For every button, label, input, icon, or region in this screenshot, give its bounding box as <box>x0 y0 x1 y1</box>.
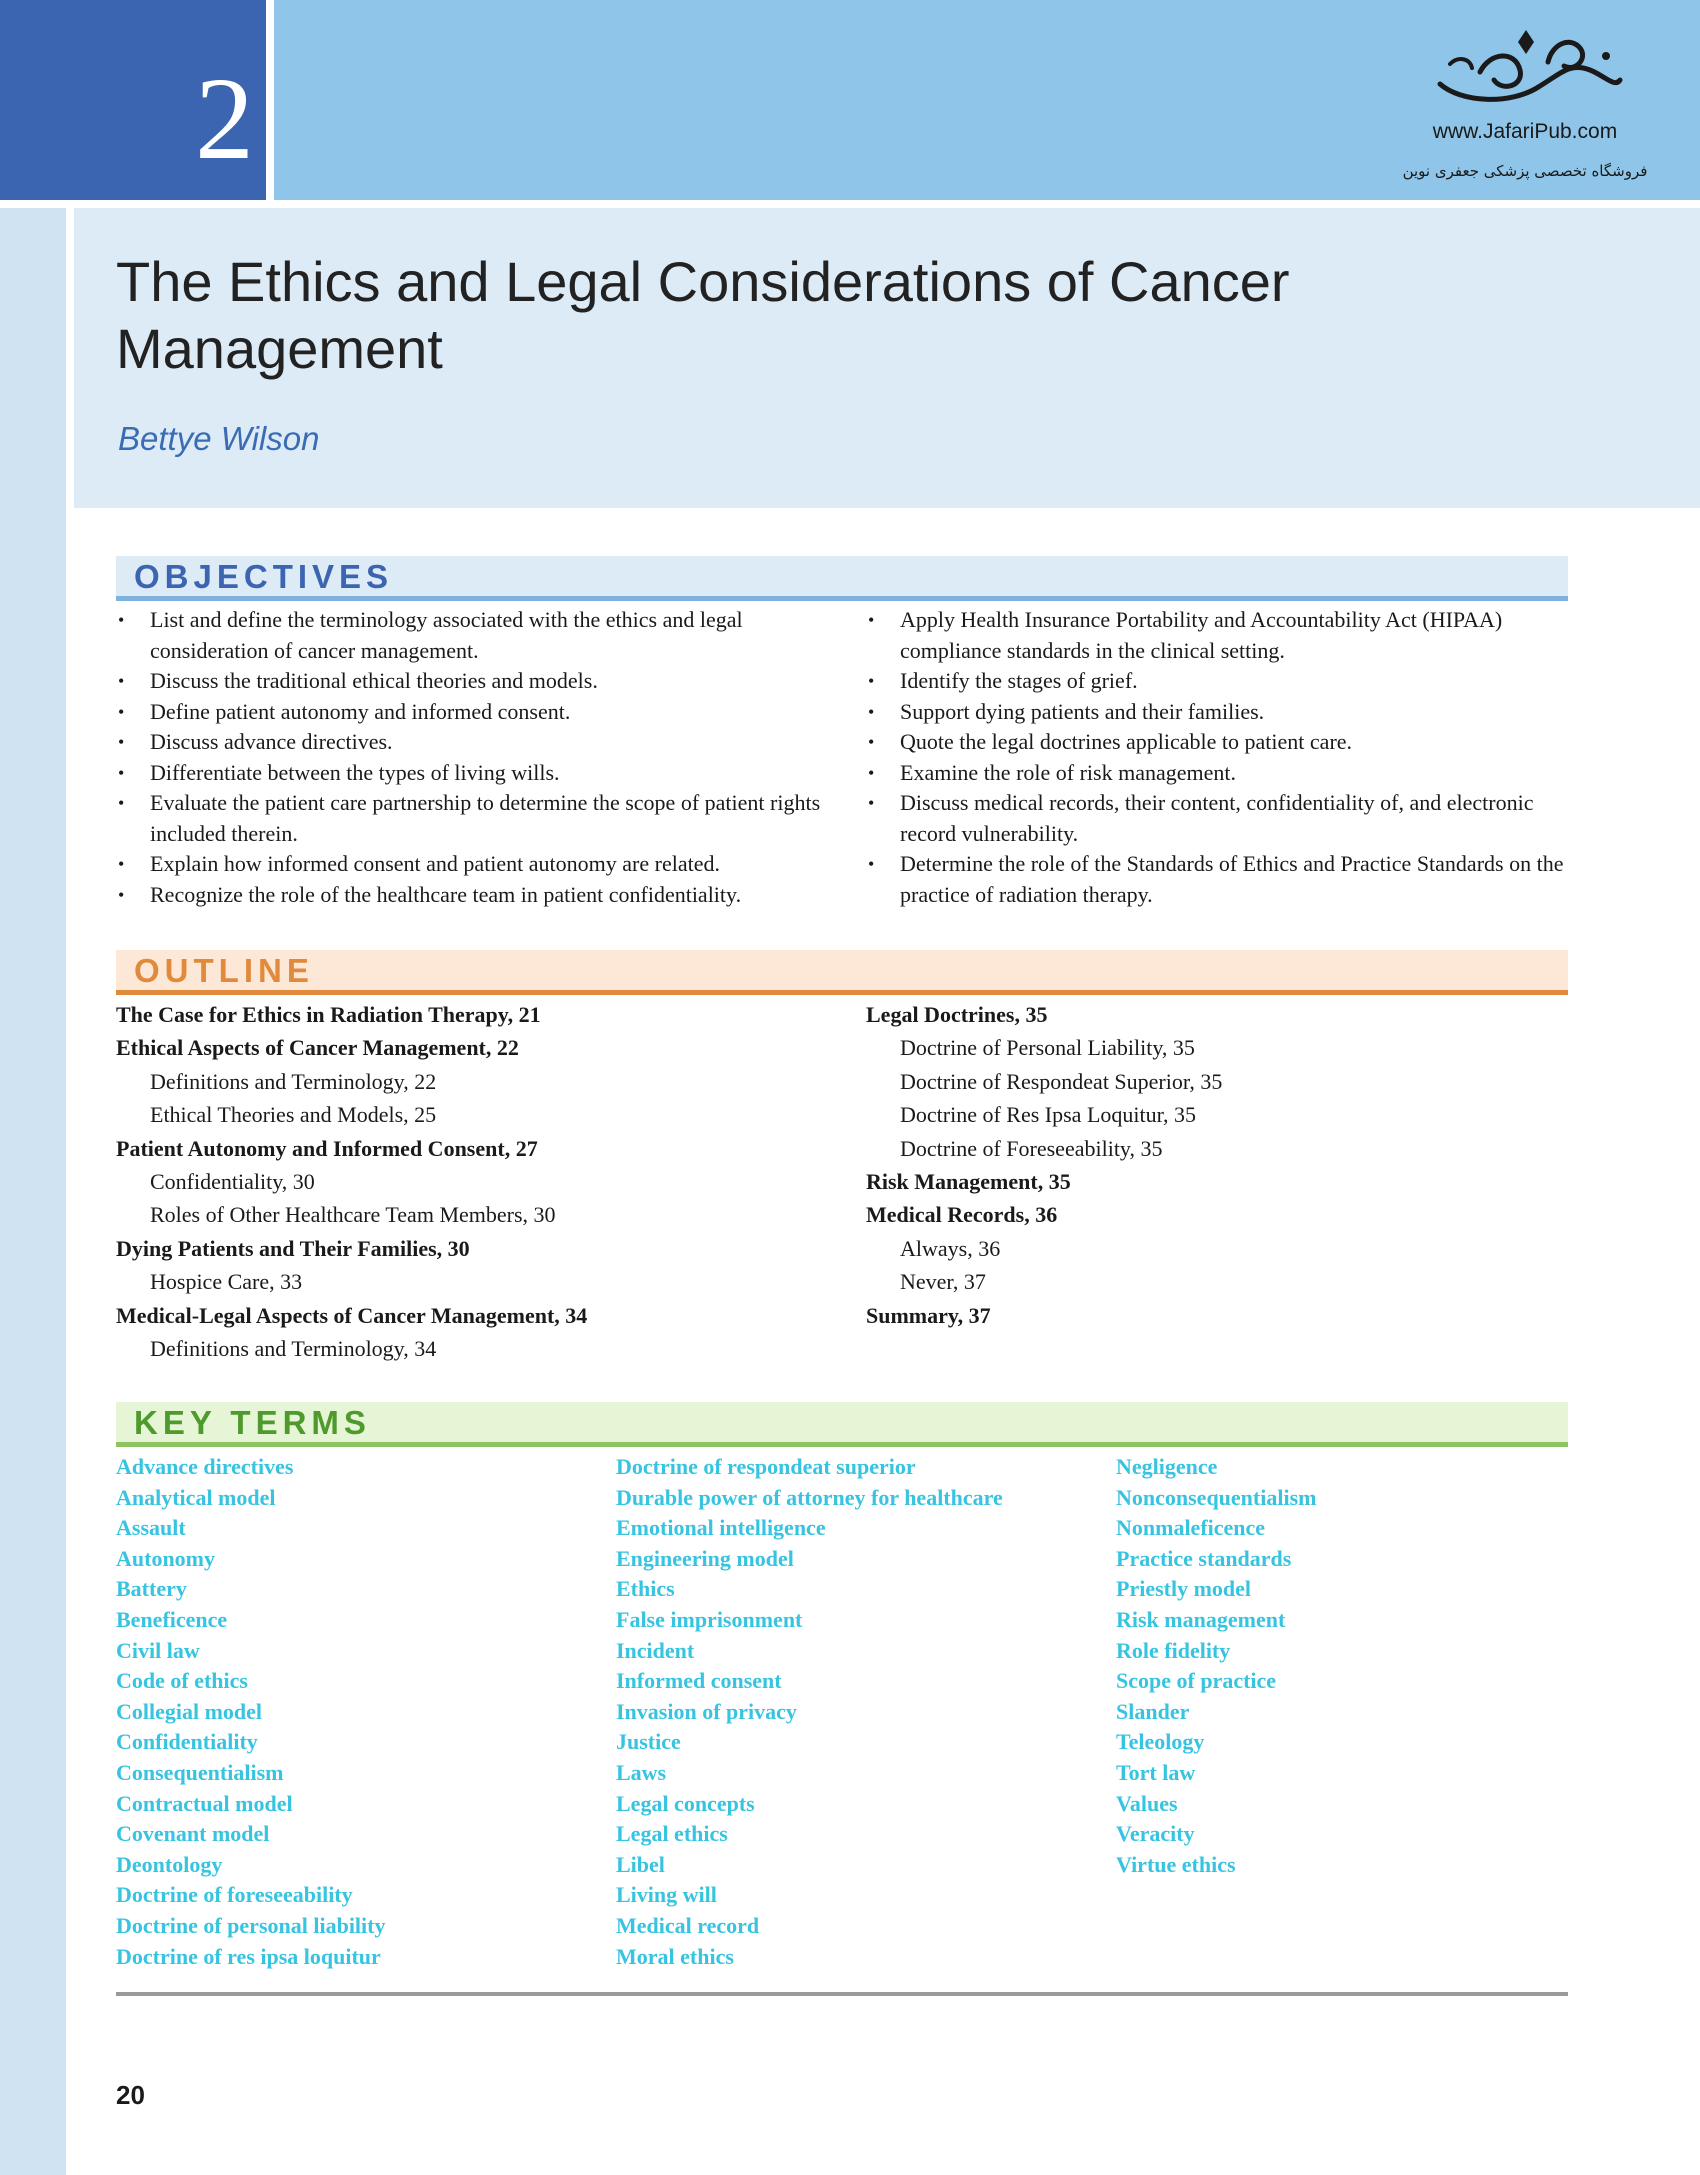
objectives-heading <box>116 556 1568 600</box>
key-term-link[interactable]: Advance directives <box>116 1454 294 1479</box>
objective-item: • Quote the legal doctrines applicable to patient care. <box>866 727 1566 758</box>
objectives-list-left <box>116 605 836 910</box>
key-terms-heading <box>116 1402 1568 1446</box>
outline-subsection: Doctrine of Respondeat Superior, 35 <box>900 1068 1223 1094</box>
outline-subsection: Definitions and Terminology, 22 <box>150 1068 437 1094</box>
outline-section: Legal Doctrines, 35 <box>866 1002 1048 1027</box>
key-term-link[interactable]: Slander <box>1116 1698 1190 1724</box>
key-term-link[interactable]: Invasion of privacy <box>616 1698 797 1724</box>
outline-section: The Case for Ethics in Radiation Therapy, 21 <box>116 1002 541 1027</box>
key-term-link[interactable]: Legal ethics <box>616 1821 728 1847</box>
objective-item: • Differentiate between the types of living wills. <box>116 758 836 789</box>
outline-section: Risk Management, 35 <box>866 1169 1071 1195</box>
key-term-link[interactable]: Collegial model <box>116 1698 263 1724</box>
outline-section: Ethical Aspects of Cancer Management, 22 <box>116 1035 519 1061</box>
objective-item: • Support dying patients and their families. <box>866 697 1566 728</box>
publisher-url[interactable]: www.JafariPub.com <box>1432 120 1618 143</box>
key-term-link[interactable]: Negligence <box>1116 1454 1218 1479</box>
chapter-author: Bettye Wilson <box>118 420 320 457</box>
objective-item: • Recognize the role of the healthcare team in patient confidentiality. <box>116 880 836 911</box>
outline-subsection: Hospice Care, 33 <box>150 1269 303 1295</box>
key-terms-column-1 <box>116 1452 596 1972</box>
outline-subsection: Never, 37 <box>900 1269 986 1295</box>
left-margin-strip <box>0 208 66 2175</box>
key-term-link[interactable]: Legal concepts <box>616 1790 755 1816</box>
outline-list-right <box>866 998 1566 1332</box>
objectives-label: OBJECTIVES <box>134 558 394 595</box>
key-term-link[interactable]: Tort law <box>1116 1759 1196 1785</box>
chapter-title: The Ethics and Legal Considerations of Cancer Management <box>116 250 1290 380</box>
key-term-link[interactable]: Autonomy <box>116 1545 216 1571</box>
key-terms-label: KEY TERMS <box>134 1404 371 1441</box>
key-term-link[interactable]: Doctrine of foreseeability <box>116 1882 353 1908</box>
chapter-number: 2 <box>195 53 254 184</box>
key-term-link[interactable]: Beneficence <box>116 1606 228 1632</box>
key-term-link[interactable]: Teleology <box>1116 1729 1205 1755</box>
objective-item: • Identify the stages of grief. <box>866 666 1566 697</box>
key-term-link[interactable]: Deontology <box>116 1851 223 1877</box>
key-term-link[interactable]: Scope of practice <box>1116 1668 1277 1694</box>
key-term-link[interactable]: Confidentiality <box>116 1729 258 1755</box>
key-term-link[interactable]: Contractual model <box>116 1790 293 1816</box>
publisher-logo-icon <box>1420 22 1630 122</box>
outline-section: Dying Patients and Their Families, 30 <box>116 1235 470 1261</box>
page-number: 20 <box>116 2080 145 2110</box>
key-term-link[interactable]: Battery <box>116 1576 187 1602</box>
key-term-link[interactable]: Analytical model <box>116 1484 276 1510</box>
chapter-divider <box>266 0 274 200</box>
objective-item: • Discuss medical records, their content, confidentiality of, and electronic record vulnerability. <box>866 788 1566 849</box>
objectives-rule <box>116 596 1568 601</box>
objective-item: • Discuss advance directives. <box>116 727 836 758</box>
outline-subsection: Confidentiality, 30 <box>150 1169 315 1195</box>
outline-subsection: Ethical Theories and Models, 25 <box>150 1102 437 1128</box>
key-term-link[interactable]: Nonconsequentialism <box>1116 1484 1317 1510</box>
key-term-link[interactable]: Laws <box>616 1759 667 1785</box>
outline-heading <box>116 950 1568 994</box>
key-term-link[interactable]: False imprisonment <box>616 1606 803 1632</box>
outline-label: OUTLINE <box>134 952 314 989</box>
objective-item: • Apply Health Insurance Portability and Accountability Act (HIPAA) compliance standards in the clinical setting. <box>866 605 1566 666</box>
outline-section: Medical Records, 36 <box>866 1202 1058 1228</box>
publisher-logo[interactable] <box>1402 22 1670 192</box>
key-term-link[interactable]: Libel <box>616 1851 665 1877</box>
key-term-link[interactable]: Doctrine of respondeat superior <box>616 1454 916 1479</box>
key-term-link[interactable]: Medical record <box>616 1912 760 1938</box>
key-term-link[interactable]: Doctrine of personal liability <box>116 1912 386 1938</box>
key-term-link[interactable]: Veracity <box>1116 1821 1195 1847</box>
key-term-link[interactable]: Ethics <box>616 1576 675 1602</box>
key-term-link[interactable]: Practice standards <box>1116 1545 1292 1571</box>
key-term-link[interactable]: Justice <box>616 1729 681 1755</box>
key-term-link[interactable]: Incident <box>616 1637 695 1663</box>
key-term-link[interactable]: Values <box>1116 1790 1178 1816</box>
chapter-number-box <box>0 0 266 200</box>
key-terms-rule <box>116 1442 1568 1447</box>
key-term-link[interactable]: Covenant model <box>116 1821 270 1847</box>
outline-subsection: Doctrine of Foreseeability, 35 <box>900 1135 1163 1161</box>
key-term-link[interactable]: Engineering model <box>616 1545 794 1571</box>
key-term-link[interactable]: Doctrine of res ipsa loquitur <box>116 1943 381 1969</box>
outline-subsection: Definitions and Terminology, 34 <box>150 1336 437 1362</box>
key-term-link[interactable]: Virtue ethics <box>1116 1851 1236 1877</box>
outline-list-left <box>116 998 836 1365</box>
objective-item: • Evaluate the patient care partnership to determine the scope of patient rights included therein. <box>116 788 836 849</box>
key-term-link[interactable]: Nonmaleficence <box>1116 1515 1266 1541</box>
key-term-link[interactable]: Assault <box>116 1515 186 1541</box>
outline-section: Medical-Legal Aspects of Cancer Management, 34 <box>116 1302 588 1328</box>
outline-band <box>116 950 1568 990</box>
key-term-link[interactable]: Risk management <box>1116 1606 1286 1632</box>
key-term-link[interactable]: Code of ethics <box>116 1668 248 1694</box>
outline-section: Summary, 37 <box>866 1302 991 1328</box>
objective-item: • Examine the role of risk management. <box>866 758 1566 789</box>
key-terms-column-3 <box>1116 1452 1566 1880</box>
key-term-link[interactable]: Consequentialism <box>116 1759 284 1785</box>
objective-item: • Explain how informed consent and patient autonomy are related. <box>116 849 836 880</box>
key-term-link[interactable]: Living will <box>616 1882 717 1908</box>
objectives-list-right <box>866 605 1566 910</box>
key-term-link[interactable]: Informed consent <box>616 1668 782 1694</box>
key-term-link[interactable]: Role fidelity <box>1116 1637 1231 1663</box>
outline-subsection: Always, 36 <box>900 1235 1001 1261</box>
key-term-link[interactable]: Emotional intelligence <box>616 1515 826 1541</box>
key-term-link[interactable]: Durable power of attorney for healthcare <box>616 1484 1003 1510</box>
key-term-link[interactable]: Civil law <box>116 1637 200 1663</box>
key-term-link[interactable]: Moral ethics <box>616 1943 734 1969</box>
bottom-rule <box>116 1992 1568 1996</box>
objective-item: • Discuss the traditional ethical theories and models. <box>116 666 836 697</box>
objective-item: • Define patient autonomy and informed consent. <box>116 697 836 728</box>
objective-item: • List and define the terminology associated with the ethics and legal consideration of cancer management. <box>116 605 836 666</box>
key-terms-column-2 <box>616 1452 1096 1972</box>
outline-section: Patient Autonomy and Informed Consent, 27 <box>116 1135 538 1161</box>
key-term-link[interactable]: Priestly model <box>1116 1576 1252 1602</box>
outline-subsection: Doctrine of Res Ipsa Loquitur, 35 <box>900 1102 1197 1128</box>
outline-rule <box>116 990 1568 995</box>
outline-subsection: Doctrine of Personal Liability, 35 <box>900 1035 1195 1061</box>
publisher-subtitle: فروشگاه تخصصی پزشکی جعفری نوین <box>1402 162 1648 180</box>
outline-subsection: Roles of Other Healthcare Team Members, 30 <box>150 1202 556 1228</box>
objective-item: • Determine the role of the Standards of Ethics and Practice Standards on the practice of radiation therapy. <box>866 849 1566 910</box>
